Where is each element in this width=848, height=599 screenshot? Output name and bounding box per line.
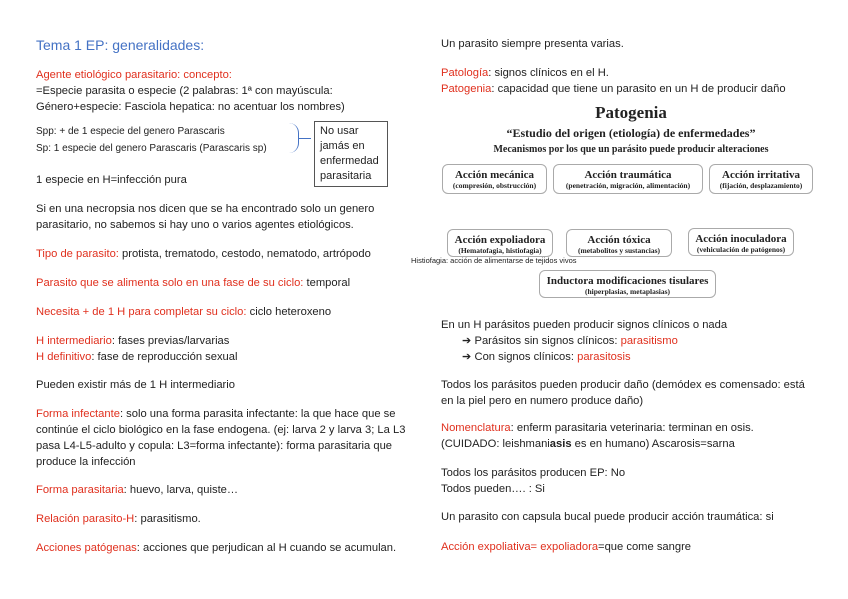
box-toxica [566, 229, 672, 257]
box-sub: (metabolitos y sustancias) [577, 246, 661, 255]
text: parasitario, no sabemos si hay uno o varios agentes etiológicos. [36, 219, 354, 231]
box-irritativa [709, 164, 813, 194]
text [441, 436, 735, 452]
value: : fases previas/larvarias [111, 335, 230, 347]
text: Todos los parásitos producen EP: No [441, 467, 626, 479]
note-line: enfermedad [320, 155, 379, 167]
value: : fase de reproducción sexual [91, 351, 238, 363]
note-line: parasitaria [320, 170, 372, 182]
box-sub: (hiperplasias, metaplasias) [584, 287, 670, 296]
box-expoliadora [447, 229, 553, 257]
box-inoculadora [688, 228, 794, 256]
label: Forma infectante [36, 408, 120, 420]
box-title: Acción inoculadora [695, 233, 787, 245]
label: H definitivo [36, 351, 92, 363]
box-title: Acción irritativa [722, 169, 800, 181]
text: Si en una necropsia nos dicen que se ha encontrado solo un genero [36, 203, 375, 215]
diagram-subtitle: “Estudio del origen (etiología) de enfermedades” [506, 126, 756, 140]
brace-shape [284, 123, 299, 153]
box-sub: (vehiculación de patógenos) [696, 245, 786, 254]
text: es en humano) Ascarosis=sarna [571, 438, 735, 450]
text-sp: Sp: 1 especie del genero Parascaris (Parascaris sp) [36, 143, 267, 154]
heading-agente: Agente etiológico parasitario: concepto: [36, 69, 232, 81]
text: continúe el ciclo biológico en la fase endogena. (ej: larva 2 y larva 3; La L3 [36, 424, 406, 436]
box-traumatica [553, 164, 703, 194]
label: Acción expoliativa= expoliadora [441, 541, 599, 553]
value: Con signos clínicos: [474, 351, 578, 363]
text-acciones [36, 540, 396, 556]
text: en la piel pero en numero produce daño) [441, 395, 644, 407]
text-patogenia [441, 81, 786, 97]
box-title: Inductora modificaciones tisulares [546, 275, 709, 287]
text-forma-inf [36, 406, 395, 422]
text: 1 especie en H=infección pura [36, 174, 187, 186]
label: Tipo de parasito: [36, 248, 119, 260]
value: : parasitismo. [134, 513, 201, 525]
box-sub: (penetración, migración, alimentación) [565, 181, 691, 190]
box-sub: (Hematofagia, histiofagia) [458, 246, 542, 255]
bullet-item [462, 333, 678, 349]
label: Relación parasito-H [36, 513, 135, 525]
label: H intermediario [36, 335, 112, 347]
label: Parasito que se alimenta solo en una fase de su ciclo: [36, 277, 304, 289]
box-title: Acción mecánica [454, 169, 535, 181]
label: Patología [441, 67, 489, 79]
value: : capacidad que tiene un parasito en un H de producir daño [491, 83, 786, 95]
bold-text: asis [549, 438, 572, 450]
text: (CUIDADO: leishmani [441, 438, 550, 450]
value: : solo una forma parasita infectante: la que hace que se [119, 408, 396, 420]
text: Género+especie: Fasciola hepatica: no acentuar los nombres) [36, 101, 345, 113]
box-title: Acción tóxica [587, 234, 651, 246]
box-title: Acción traumática [584, 169, 672, 181]
box-sub: (compresión, obstrucción) [452, 181, 537, 190]
note-box [314, 121, 388, 187]
value: : signos clínicos en el H. [488, 67, 609, 79]
value: : enferm parasitaria veterinaria: terminan en osis. [510, 422, 754, 434]
text: En un H parásitos pueden producir signos clínicos o nada [441, 319, 728, 331]
text-spp: Spp: + de 1 especie del genero Parascaris [36, 126, 225, 137]
value: =que come sangre [598, 541, 692, 553]
text-hint [36, 333, 229, 349]
text: Todos pueden…. : Si [441, 483, 545, 495]
note-line: No usar [320, 125, 359, 137]
diagram-title: Patogenia [595, 103, 667, 122]
box-mecanica [442, 164, 547, 194]
page-title: Tema 1 EP: generalidades: [36, 37, 205, 53]
text: pasa L4-L5-adulto y copula: L3=forma infectante): forma parasitaria que [36, 440, 393, 452]
diagram-subtitle2: Mecanismos por los que un parásito puede producir alteraciones [493, 144, 769, 155]
text-expoliativa [441, 539, 691, 555]
text-nomenclatura [441, 420, 754, 436]
text-patologia [441, 65, 609, 81]
value: ciclo heteroxeno [246, 306, 332, 318]
box-title: Acción expoliadora [454, 234, 546, 246]
value: : acciones que perjudican al H cuando se acumulan. [136, 542, 397, 554]
text-relacion [36, 511, 201, 527]
label: Necesita + de 1 H para completar su ciclo: [36, 306, 247, 318]
text: Un parasito con capsula bucal puede producir acción traumática: si [441, 511, 774, 523]
bullet-item [462, 349, 631, 365]
highlight: parasitosis [577, 351, 631, 363]
arrow-icon: ➔ [462, 351, 475, 363]
label: Nomenclatura [441, 422, 511, 434]
diagram-note: Histiofagia: acción de alimentarse de tejidos vivos [411, 256, 577, 265]
label: Patogenia [441, 83, 492, 95]
arrow-icon: ➔ [462, 335, 475, 347]
note-line: jamás en [320, 140, 365, 152]
brace-tip [299, 138, 311, 139]
text: Un parasito siempre presenta varias. [441, 38, 624, 50]
value: : huevo, larva, quiste… [123, 484, 239, 496]
label: Forma parasitaria [36, 484, 124, 496]
value: Parásitos sin signos clínicos: [474, 335, 621, 347]
text: Todos los parásitos pueden producir daño (demódex es comensado: está [441, 379, 805, 391]
text-hdef [36, 349, 238, 365]
box-sub: (fijación, desplazamiento) [719, 181, 803, 190]
value: protista, trematodo, cestodo, nematodo, artrópodo [118, 248, 371, 260]
value: temporal [303, 277, 351, 289]
highlight: parasitismo [620, 335, 678, 347]
box-inductora [539, 270, 716, 298]
text-necesita [36, 304, 331, 320]
text: Pueden existir más de 1 H intermediario [36, 379, 235, 391]
text: =Especie parasita o especie (2 palabras: 1ª con mayúscula: [36, 85, 333, 97]
text: produce la infección [36, 456, 136, 468]
text-forma-par [36, 482, 238, 498]
text-fase [36, 275, 350, 291]
label: Acciones patógenas [36, 542, 137, 554]
text-tipo [36, 246, 371, 262]
